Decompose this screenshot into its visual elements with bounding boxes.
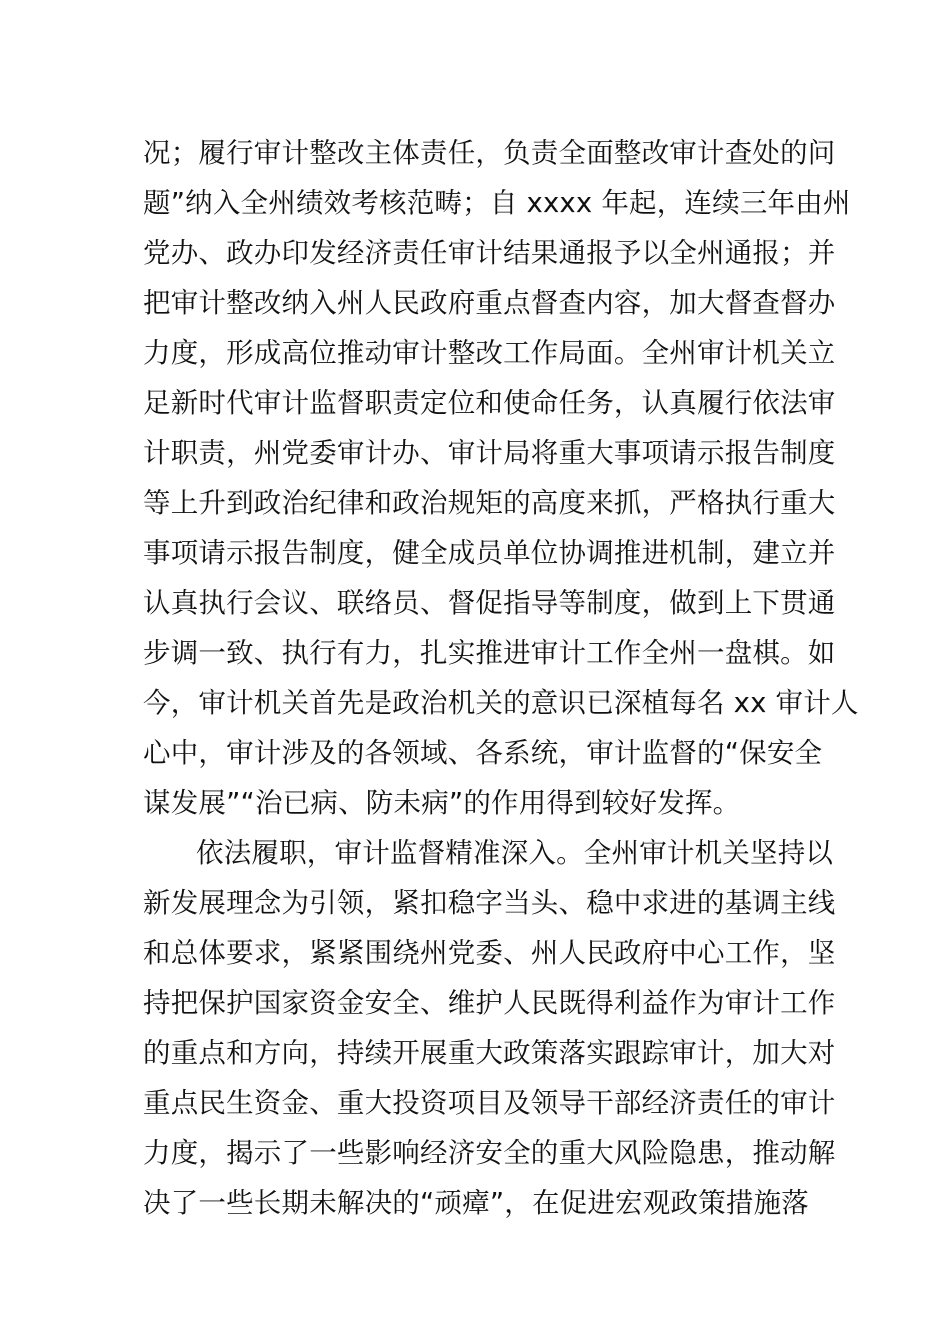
text-line: 事项请示报告制度，健全成员单位协调推进机制，建立并 [143, 537, 836, 569]
text-line: 党办、政办印发经济责任审计结果通报予以全州通报；并 [143, 237, 836, 269]
text-line: 持把保护国家资金安全、维护人民既得利益作为审计工作 [143, 987, 836, 1019]
text-line: 和总体要求，紧紧围绕州党委、州人民政府中心工作，坚 [143, 937, 836, 969]
text-line: 心中，审计涉及的各领域、各系统，审计监督的“保安全 [143, 737, 823, 769]
text-line: 决了一些长期未解决的“顽瘴”，在促进宏观政策措施落 [143, 1187, 809, 1219]
text-line: 的重点和方向，持续开展重大政策落实跟踪审计，加大对 [143, 1037, 836, 1069]
text-line: 谋发展”“治已病、防未病”的作用得到较好发挥。 [143, 787, 741, 819]
text-line: 新发展理念为引领，紧扣稳字当头、稳中求进的基调主线 [143, 887, 836, 919]
text-line: 计职责，州党委审计办、审计局将重大事项请示报告制度 [143, 437, 836, 469]
text-line: 题”纳入全州绩效考核范畴；自 xxxx 年起，连续三年由州 [143, 187, 851, 219]
text-line: 把审计整改纳入州人民政府重点督查内容，加大督查督办 [143, 287, 836, 319]
text-line: 足新时代审计监督职责定位和使命任务，认真履行依法审 [143, 387, 836, 419]
text-line: 重点民生资金、重大投资项目及领导干部经济责任的审计 [143, 1087, 836, 1119]
text-line: 况；履行审计整改主体责任，负责全面整改审计查处的问 [143, 137, 836, 169]
text-line: 等上升到政治纪律和政治规矩的高度来抓，严格执行重大 [143, 487, 836, 519]
text-line: 步调一致、执行有力，扎实推进审计工作全州一盘棋。如 [143, 637, 836, 669]
text-line: 力度，揭示了一些影响经济安全的重大风险隐患，推动解 [143, 1137, 836, 1169]
text-line: 力度，形成高位推动审计整改工作局面。全州审计机关立 [143, 337, 836, 369]
text-line: 认真执行会议、联络员、督促指导等制度，做到上下贯通 [143, 587, 836, 619]
text-line: 今，审计机关首先是政治机关的意识已深植每名 xx 审计人 [143, 687, 859, 719]
paragraph-first-line: 依法履职，审计监督精准深入。全州审计机关坚持以 [196, 837, 834, 869]
